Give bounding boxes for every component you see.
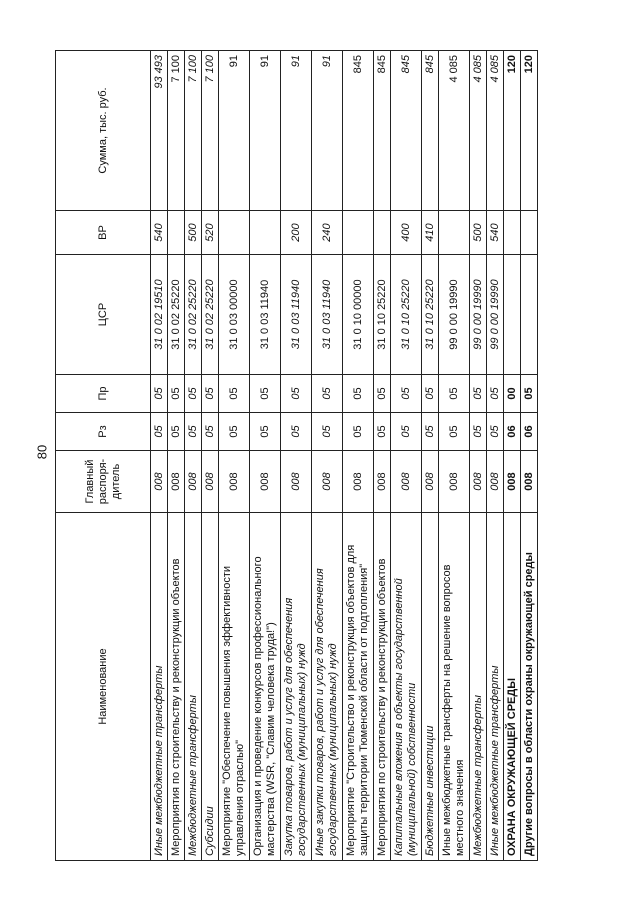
row-name: Организация и проведение конкурсов профессионального мастерства (WSR, "Славим человека труда!") bbox=[250, 513, 281, 861]
row-expense-type: 540 bbox=[487, 211, 504, 255]
table-row bbox=[487, 51, 504, 861]
row-name: Мероприятие "Обеспечение повышения эффективности управления отраслью" bbox=[219, 513, 250, 861]
row-expense-type: 240 bbox=[312, 211, 343, 255]
row-subsection: 05 bbox=[202, 375, 219, 413]
row-main-manager: 008 bbox=[219, 451, 250, 513]
row-expense-type: 500 bbox=[470, 211, 487, 255]
row-name: Иные межбюджетные трансферты bbox=[151, 513, 168, 861]
row-target-article: 31 0 03 11940 bbox=[312, 255, 343, 375]
row-section: 05 bbox=[470, 413, 487, 451]
table-row bbox=[439, 51, 470, 861]
row-main-manager: 008 bbox=[504, 451, 521, 513]
row-section: 05 bbox=[422, 413, 439, 451]
row-sum: 845 bbox=[343, 51, 374, 211]
row-target-article: 31 0 03 11940 bbox=[281, 255, 312, 375]
row-section: 05 bbox=[391, 413, 422, 451]
row-section: 06 bbox=[521, 413, 538, 451]
row-main-manager: 008 bbox=[312, 451, 343, 513]
row-name: Мероприятия по строительству и реконструкции объектов bbox=[168, 513, 185, 861]
table-row bbox=[168, 51, 185, 861]
header-main-manager: Главный распоря-дитель bbox=[56, 451, 151, 513]
row-section: 05 bbox=[151, 413, 168, 451]
table-row bbox=[219, 51, 250, 861]
row-name: Иные межбюджетные трансферты bbox=[487, 513, 504, 861]
row-name: Мероприятия по строительству и реконструкции объектов bbox=[374, 513, 391, 861]
row-section: 06 bbox=[504, 413, 521, 451]
row-section: 05 bbox=[343, 413, 374, 451]
row-expense-type bbox=[343, 211, 374, 255]
row-main-manager: 008 bbox=[470, 451, 487, 513]
row-sum: 7 100 bbox=[168, 51, 185, 211]
row-target-article: 31 0 02 25220 bbox=[202, 255, 219, 375]
row-expense-type bbox=[219, 211, 250, 255]
table-row bbox=[312, 51, 343, 861]
header-target-article: ЦСР bbox=[56, 255, 151, 375]
row-main-manager: 008 bbox=[343, 451, 374, 513]
row-expense-type: 400 bbox=[391, 211, 422, 255]
row-expense-type bbox=[439, 211, 470, 255]
row-name: Бюджетные инвестиции bbox=[422, 513, 439, 861]
row-main-manager: 008 bbox=[374, 451, 391, 513]
row-name: Капитальные вложения в объекты государственной (муниципальной) собственности bbox=[391, 513, 422, 861]
row-target-article: 99 0 00 19990 bbox=[470, 255, 487, 375]
table-row bbox=[504, 51, 521, 861]
table-body bbox=[151, 51, 538, 861]
table-row bbox=[470, 51, 487, 861]
row-sum: 845 bbox=[422, 51, 439, 211]
row-expense-type bbox=[504, 211, 521, 255]
row-name: Мероприятие "Строительство и реконструкция объектов для защиты территории Тюменской области от подтопления" bbox=[343, 513, 374, 861]
row-section: 05 bbox=[219, 413, 250, 451]
row-expense-type: 200 bbox=[281, 211, 312, 255]
row-sum: 845 bbox=[391, 51, 422, 211]
row-target-article: 99 0 00 19990 bbox=[439, 255, 470, 375]
row-sum: 7 100 bbox=[185, 51, 202, 211]
row-main-manager: 008 bbox=[521, 451, 538, 513]
header-section: Рз bbox=[56, 413, 151, 451]
row-main-manager: 008 bbox=[391, 451, 422, 513]
row-target-article: 31 0 02 19510 bbox=[151, 255, 168, 375]
row-sum: 845 bbox=[374, 51, 391, 211]
budget-table bbox=[55, 50, 538, 861]
row-sum: 91 bbox=[250, 51, 281, 211]
row-expense-type: 410 bbox=[422, 211, 439, 255]
row-target-article: 31 0 10 00000 bbox=[343, 255, 374, 375]
row-subsection: 05 bbox=[391, 375, 422, 413]
row-subsection: 05 bbox=[422, 375, 439, 413]
row-main-manager: 008 bbox=[281, 451, 312, 513]
row-sum: 4 085 bbox=[470, 51, 487, 211]
row-name: Межбюджетные трансферты bbox=[185, 513, 202, 861]
row-target-article bbox=[504, 255, 521, 375]
row-target-article: 31 0 03 11940 bbox=[250, 255, 281, 375]
table-row bbox=[281, 51, 312, 861]
row-name: Иные межбюджетные трансферты на решение вопросов местного значения bbox=[439, 513, 470, 861]
row-expense-type: 500 bbox=[185, 211, 202, 255]
row-target-article: 31 0 10 25220 bbox=[374, 255, 391, 375]
row-section: 05 bbox=[168, 413, 185, 451]
row-main-manager: 008 bbox=[168, 451, 185, 513]
row-subsection: 05 bbox=[312, 375, 343, 413]
row-subsection: 05 bbox=[487, 375, 504, 413]
row-expense-type: 540 bbox=[151, 211, 168, 255]
row-name: Другие вопросы в области охраны окружающей среды bbox=[521, 513, 538, 861]
header-expense-type: ВР bbox=[56, 211, 151, 255]
row-expense-type bbox=[521, 211, 538, 255]
table-row bbox=[151, 51, 168, 861]
row-section: 05 bbox=[202, 413, 219, 451]
row-subsection: 05 bbox=[343, 375, 374, 413]
row-subsection: 05 bbox=[439, 375, 470, 413]
row-section: 05 bbox=[281, 413, 312, 451]
row-name: Иные закупки товаров, работ и услуг для обеспечения государственных (муниципальных) нужд bbox=[312, 513, 343, 861]
row-subsection: 00 bbox=[504, 375, 521, 413]
row-sum: 120 bbox=[521, 51, 538, 211]
row-target-article: 31 0 10 25220 bbox=[422, 255, 439, 375]
row-section: 05 bbox=[487, 413, 504, 451]
row-name: Субсидии bbox=[202, 513, 219, 861]
row-target-article bbox=[521, 255, 538, 375]
header-name: Наименование bbox=[56, 513, 151, 861]
row-sum: 4 085 bbox=[439, 51, 470, 211]
row-main-manager: 008 bbox=[202, 451, 219, 513]
header-subsection: Пр bbox=[56, 375, 151, 413]
row-target-article: 99 0 00 19990 bbox=[487, 255, 504, 375]
row-sum: 7 100 bbox=[202, 51, 219, 211]
row-subsection: 05 bbox=[219, 375, 250, 413]
table-row bbox=[391, 51, 422, 861]
row-section: 05 bbox=[250, 413, 281, 451]
row-main-manager: 008 bbox=[487, 451, 504, 513]
row-main-manager: 008 bbox=[422, 451, 439, 513]
row-sum: 93 493 bbox=[151, 51, 168, 211]
row-subsection: 05 bbox=[374, 375, 391, 413]
row-section: 05 bbox=[185, 413, 202, 451]
row-main-manager: 008 bbox=[151, 451, 168, 513]
header-sum: Сумма, тыс. руб. bbox=[56, 51, 151, 211]
row-target-article: 31 0 02 25220 bbox=[185, 255, 202, 375]
row-name: Межбюджетные трансферты bbox=[470, 513, 487, 861]
row-main-manager: 008 bbox=[439, 451, 470, 513]
header-row bbox=[56, 51, 151, 861]
page-number: 80 bbox=[34, 444, 50, 460]
row-main-manager: 008 bbox=[185, 451, 202, 513]
row-name: ОХРАНА ОКРУЖАЮЩЕЙ СРЕДЫ bbox=[504, 513, 521, 861]
row-subsection: 05 bbox=[470, 375, 487, 413]
row-sum: 91 bbox=[281, 51, 312, 211]
table-row bbox=[185, 51, 202, 861]
table-row bbox=[343, 51, 374, 861]
row-target-article: 31 0 03 00000 bbox=[219, 255, 250, 375]
row-section: 05 bbox=[439, 413, 470, 451]
row-name: Закупка товаров, работ и услуг для обеспечения государственных (муниципальных) нужд bbox=[281, 513, 312, 861]
row-subsection: 05 bbox=[185, 375, 202, 413]
row-sum: 120 bbox=[504, 51, 521, 211]
table-row bbox=[422, 51, 439, 861]
row-subsection: 05 bbox=[168, 375, 185, 413]
row-subsection: 05 bbox=[521, 375, 538, 413]
row-sum: 4 085 bbox=[487, 51, 504, 211]
table-row bbox=[202, 51, 219, 861]
row-sum: 91 bbox=[312, 51, 343, 211]
row-expense-type bbox=[168, 211, 185, 255]
row-section: 05 bbox=[374, 413, 391, 451]
table-row bbox=[374, 51, 391, 861]
row-sum: 91 bbox=[219, 51, 250, 211]
row-target-article: 31 0 10 25220 bbox=[391, 255, 422, 375]
row-subsection: 05 bbox=[151, 375, 168, 413]
row-subsection: 05 bbox=[250, 375, 281, 413]
budget-table-container bbox=[55, 51, 575, 861]
row-target-article: 31 0 02 25220 bbox=[168, 255, 185, 375]
row-expense-type bbox=[374, 211, 391, 255]
table-row bbox=[521, 51, 538, 861]
row-expense-type bbox=[250, 211, 281, 255]
row-main-manager: 008 bbox=[250, 451, 281, 513]
table-row bbox=[250, 51, 281, 861]
row-expense-type: 520 bbox=[202, 211, 219, 255]
row-subsection: 05 bbox=[281, 375, 312, 413]
row-section: 05 bbox=[312, 413, 343, 451]
